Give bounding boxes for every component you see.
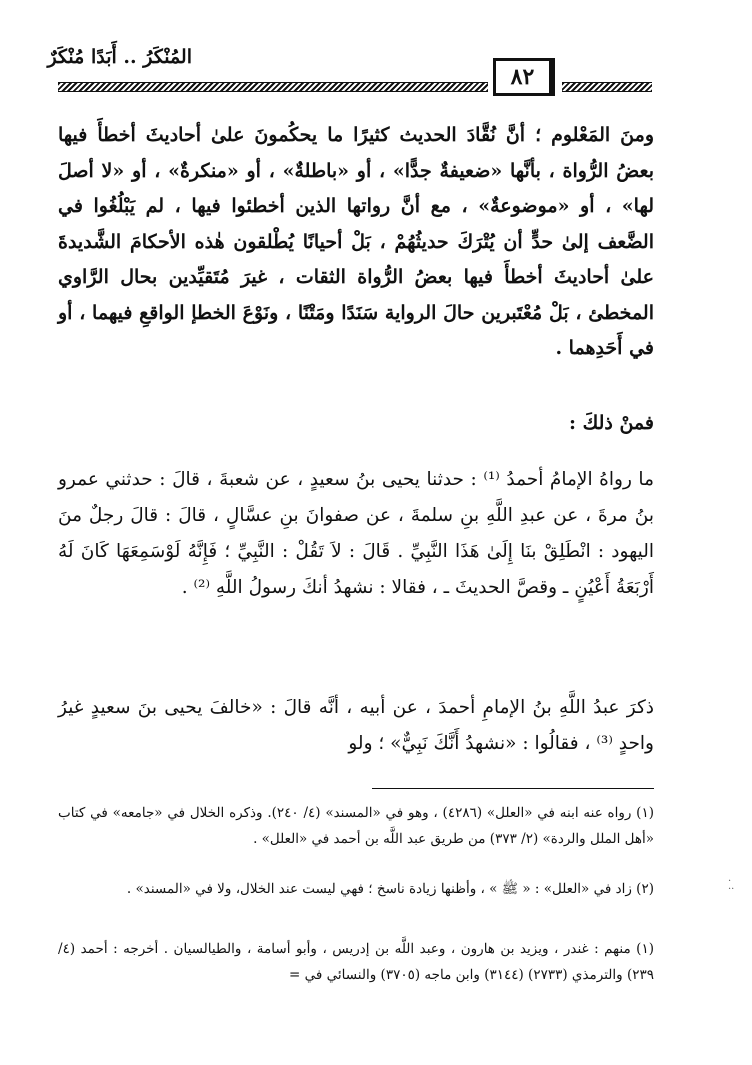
footnote-3: (١) منهم : غندر ، ويزيد بن هارون ، وعبد اللَّه بن إدريس ، وأبو أسامة ، والطيالسيان . أخرجه : أحمد (٤/ ٢٣٩) والترمذي (٢٧٣٣) (٣١٤٤) وابن ماجه (٣٧٠٥) والنسائي في = <box>58 941 654 983</box>
page-number: ٨٢ <box>493 58 555 96</box>
running-header-title: المُنْكَرُ .. أَبَدًا مُنْكَرٌ <box>47 46 192 68</box>
margin-speck: · ·· <box>728 876 735 895</box>
footnote-2: (٢) زاد في «العلل» : « ﷺ » ، وأظنها زيادة ناسخ ؛ فهي ليست عند الخلال، ولا في «المسند» . <box>126 881 654 897</box>
header-rule-left <box>58 82 488 92</box>
narration-2: ذكرَ عبدُ اللَّهِ بنُ الإمامِ أحمدَ ، عن أبيه ، أنَّه قالَ : «خالفَ يحيى بنَ سعيدٍ غيرُ واحدٍ ⁽³⁾ ، فقالُوا : «نشهدُ أَنَّكَ نَبِيٌّ» ؛ ولو <box>58 697 654 754</box>
section-heading: فمنْ ذلكَ : <box>568 412 654 434</box>
intro-paragraph: ومنَ المَعْلوم ؛ أنَّ نُقَّادَ الحديث كثيرًا ما يحكُمونَ علىٰ أحاديثَ أخطأَ فيها بعضُ الرُّواة ، بأنَّها «ضعيفةٌ جدًّا» ، أو «باطلةٌ» ، أو «منكرةٌ» ، أو «لا أصلَ لها» ، أو «موضوعةٌ» ، مع أنَّ رواتها الذين أخطئوا فيها ، لم يَبْلُغُوا في الضَّعف إلىٰ حدٍّ أن يُتْرَكَ حديثُهُمْ ، بَلْ أحيانًا يُطْلقون هٰذه الأحكامَ الشَّديدةَ علىٰ أحاديثَ أخطأَ فيها بعضُ الرُّواة الثقات ، غيرَ مُتَقيِّدين بحال الرَّاوي المخطئ ، بَلْ مُعْتَبرين حالَ الرواية سَنَدًا ومَتْنًا ، ونَوْعَ الخطإ الواقعِ فيهما ، أو في أَحَدِهما . <box>58 124 654 359</box>
footnote-1: (١) رواه عنه ابنه في «العلل» (٤٢٨٦) ، وهو في «المسند» (٤/ ٢٤٠). وذكره الخلال في «جامعه» في كتاب «أهل الملل والردة» (٢/ ٣٧٣) من طريق عبد اللَّه بن أحمد في «العلل» . <box>58 805 654 847</box>
narration-1: ما رواهُ الإمامُ أحمدُ ⁽¹⁾ : حدثنا يحيى بنُ سعيدٍ ، عن شعبةَ ، قالَ : حدثني عمرو بنُ مرةَ ، عن عبدِ اللَّهِ بنِ سلمةَ ، عن صفوانَ بنِ عسَّالٍ ، قالَ : قالَ رجلٌ منَ اليهود : انْطَلِقْ بنَا إِلَىٰ هَذَا النَّبِيِّ . قَالَ : لاَ تَقُلْ : النَّبِيِّ ؛ فَإِنَّهُ لَوْسَمِعَهَا كَانَ لَهُ أَرْبَعَةُ أَعْيُنٍ ـ وقصَّ الحديثَ ـ ، فقالا : نشهدُ أنكَ رسولُ اللَّهِ ⁽²⁾ . <box>58 469 654 598</box>
footnote-separator <box>372 788 654 789</box>
header-rule-right <box>562 82 652 92</box>
